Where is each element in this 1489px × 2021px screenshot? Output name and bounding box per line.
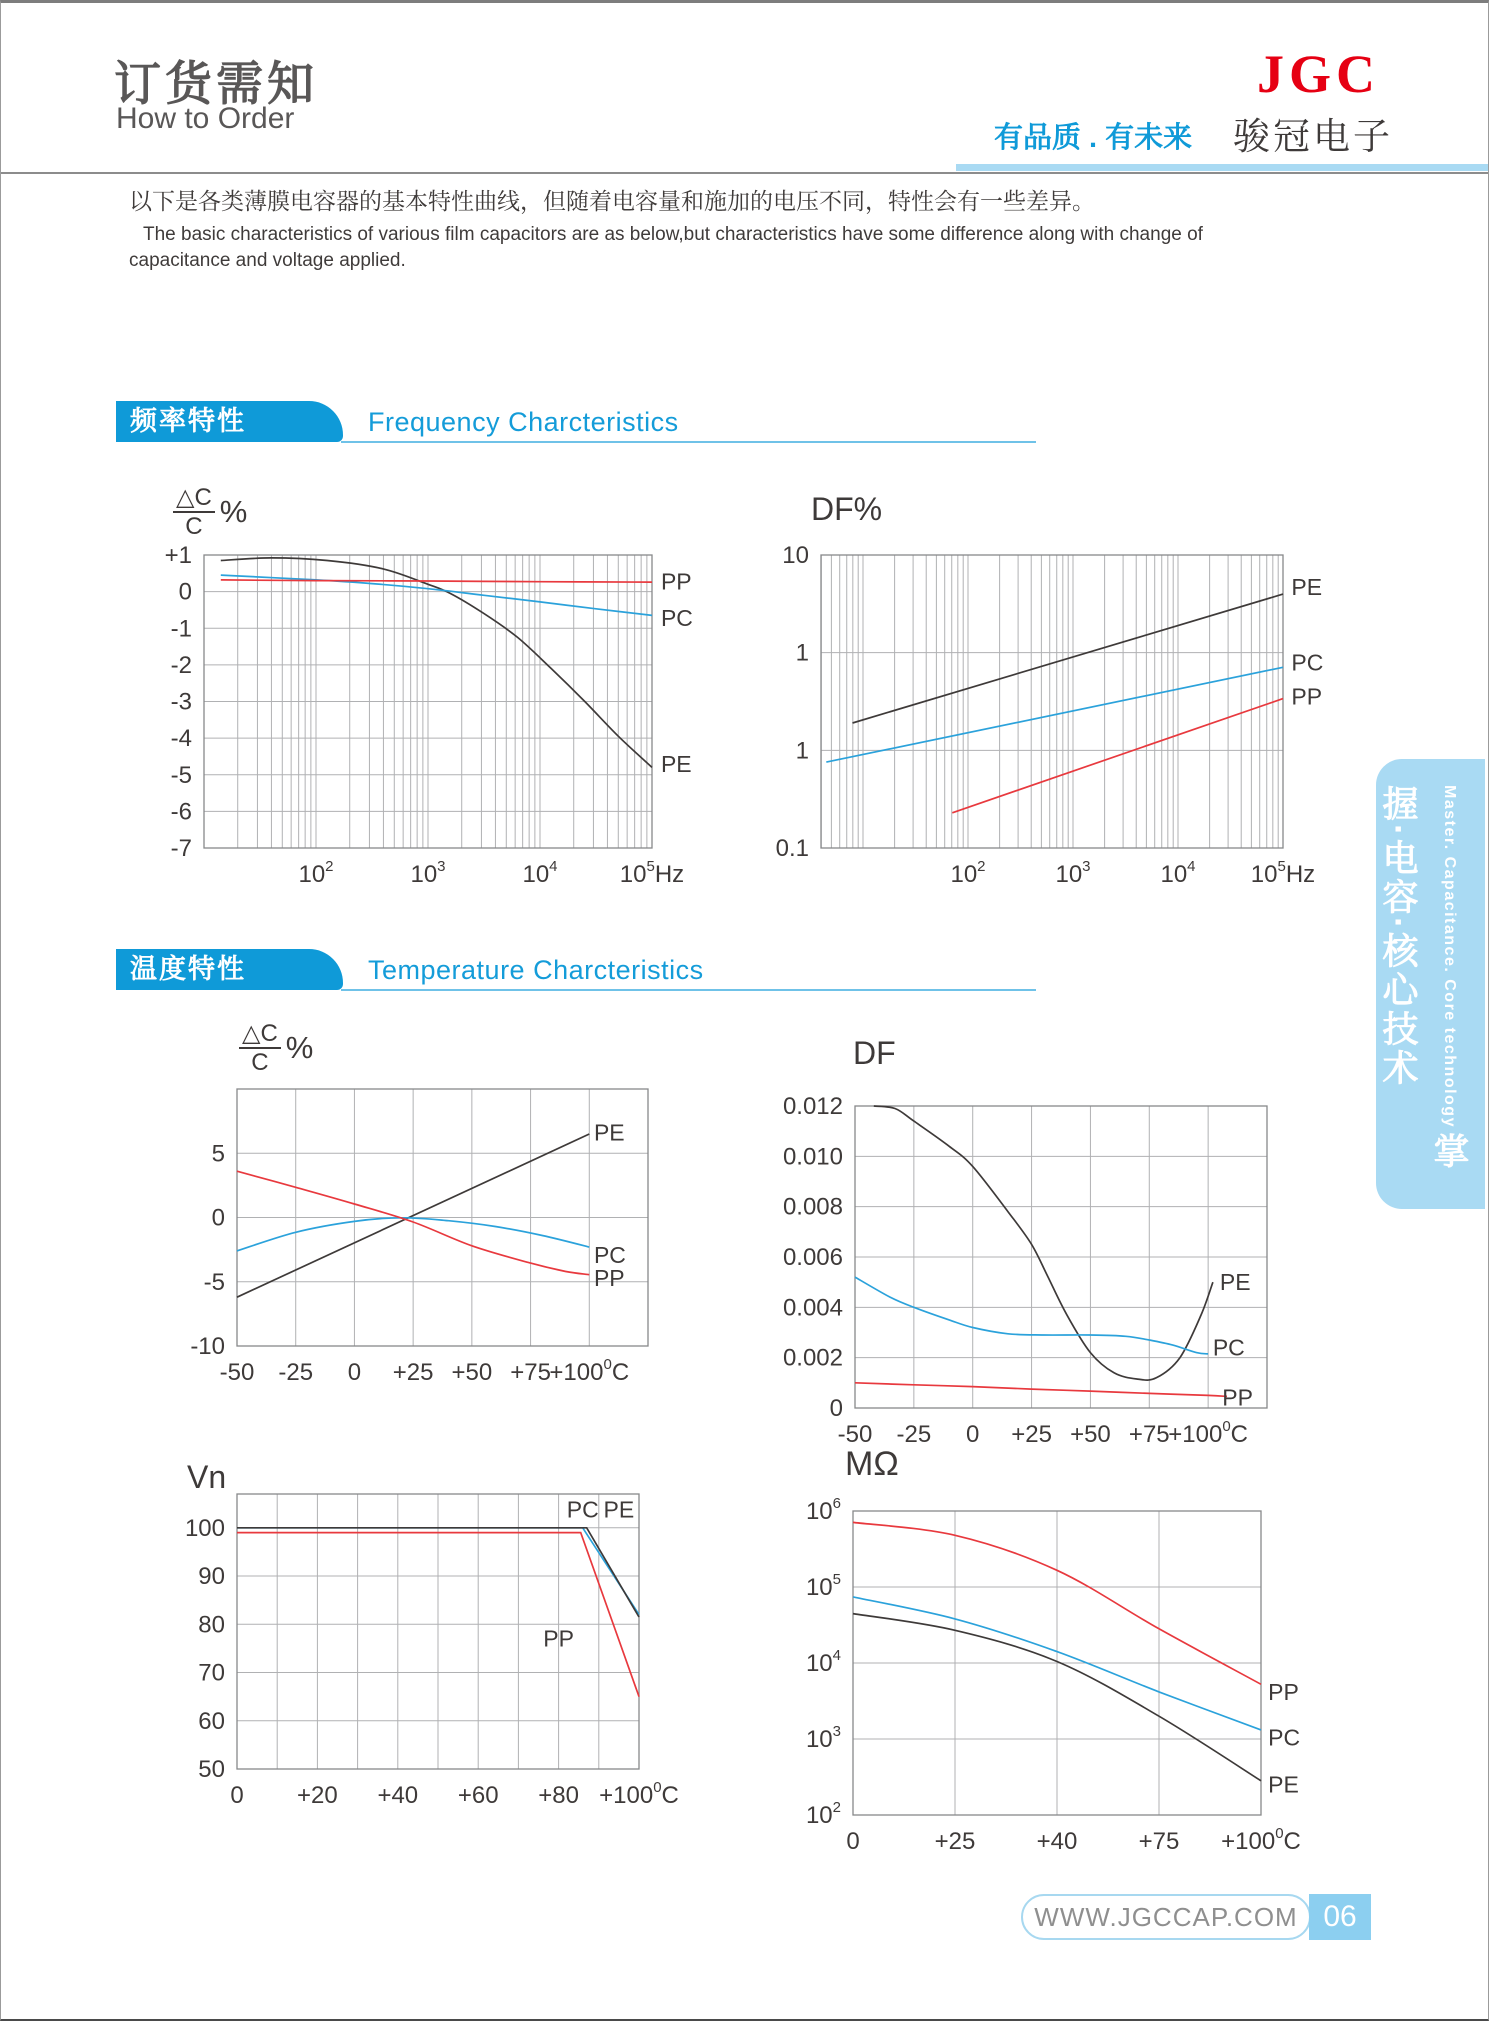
svg-text:-10: -10 <box>190 1333 225 1360</box>
svg-text:102: $10^2$ <box>298 858 334 888</box>
svg-text:70: 70 <box>198 1659 225 1687</box>
svg-text:+1000C: $+100^0C$ <box>1221 1825 1301 1855</box>
chart-temperature-df <box>771 993 1371 1473</box>
axis-labels <box>806 1495 1301 1855</box>
svg-text:0: 0 <box>846 1828 860 1855</box>
svg-text:0.012: 0.012 <box>782 1093 843 1120</box>
svg-text:+1000C: $+100^0C$ <box>599 1779 679 1809</box>
side-slogan-en: Master. Capacitance. Core technology <box>1441 785 1458 1128</box>
svg-text:0: 0 <box>230 1782 244 1809</box>
axis-labels <box>165 542 685 888</box>
series-label-PC: PC <box>1291 649 1324 676</box>
svg-text:+25: +25 <box>392 1359 434 1386</box>
series-label-PP: PP <box>543 1625 574 1652</box>
svg-text:0: 0 <box>347 1359 362 1386</box>
svg-text:-50: -50 <box>219 1359 255 1386</box>
svg-text:+60: +60 <box>457 1782 499 1809</box>
svg-text:5: 5 <box>211 1140 225 1168</box>
svg-text:105Hz: $10^5Hz$ <box>1250 858 1316 888</box>
svg-text:+40: +40 <box>377 1782 419 1809</box>
svg-text:50: 50 <box>198 1756 225 1783</box>
svg-text:90: 90 <box>198 1563 225 1591</box>
chart-canvas-temperature-dc <box>151 993 731 1423</box>
svg-text:-4: -4 <box>170 725 192 753</box>
series-PE <box>874 1106 1213 1380</box>
section-underline-frequency <box>341 441 1036 443</box>
series-label-PP: PP <box>1291 683 1323 710</box>
series-PP <box>855 1383 1227 1397</box>
svg-text:-7: -7 <box>170 835 192 862</box>
website-pill[interactable]: WWW.JGCCAP.COM <box>1021 1894 1311 1940</box>
series-PP <box>952 699 1283 813</box>
intro-text-en-line2: capacitance and voltage applied. <box>129 250 406 271</box>
series-label-PE: PE <box>603 1496 635 1523</box>
svg-text:-1: -1 <box>170 615 192 643</box>
section-banner-temperature: 温度特性 <box>116 949 343 990</box>
chart-title: MΩ <box>845 1445 899 1483</box>
series-label-PP: PP <box>1268 1678 1299 1705</box>
svg-text:1: 1 <box>795 639 809 667</box>
header-divider <box>1 172 1489 174</box>
chart-temperature-vn <box>151 1411 731 1851</box>
company-name: 骏冠电子 <box>1233 116 1393 157</box>
brand-slogan: 有品质 . 有未来 <box>994 122 1193 154</box>
svg-text:0: 0 <box>211 1204 225 1232</box>
header-blue-bar <box>956 164 1489 171</box>
svg-text:0: 0 <box>829 1395 843 1422</box>
svg-text:+20: +20 <box>297 1782 338 1809</box>
chart-title: DF <box>853 1035 896 1071</box>
svg-text:0.010: 0.010 <box>782 1143 843 1171</box>
svg-text:+80: +80 <box>538 1782 579 1809</box>
section-title-frequency: Frequency Charcteristics <box>368 407 679 437</box>
svg-text:0.004: 0.004 <box>782 1294 843 1322</box>
svg-text:+50: +50 <box>451 1359 493 1386</box>
svg-text:-3: -3 <box>170 688 192 716</box>
svg-text:1: 1 <box>795 737 809 765</box>
series-label-PC: PC <box>660 604 693 631</box>
section-underline-temperature <box>341 989 1036 991</box>
svg-text:104: $10^4$ <box>805 1647 841 1677</box>
chart-y-axis-title: $\frac{\triangle C}{C}$ % <box>173 485 247 539</box>
svg-text:+25: +25 <box>1011 1421 1052 1448</box>
svg-text:+75: +75 <box>1138 1828 1180 1855</box>
series-label-PE: PE <box>1219 1269 1251 1296</box>
svg-text:105Hz: $10^5Hz$ <box>619 858 685 888</box>
chart-canvas-temperature-vn <box>151 1411 731 1851</box>
svg-text:105: $10^5$ <box>805 1571 841 1601</box>
chart-temperature-capacitance-change <box>151 993 731 1423</box>
svg-text:-2: -2 <box>170 651 192 679</box>
svg-text:0.1: 0.1 <box>775 835 809 862</box>
svg-text:104: $10^4$ <box>1160 858 1196 888</box>
section-title-temperature: Temperature Charcteristics <box>368 955 704 985</box>
chart-y-axis-title: $\frac{\triangle C}{C}$ % <box>239 1021 313 1075</box>
svg-text:100: 100 <box>184 1514 225 1542</box>
page-title-en: How to Order <box>116 102 295 135</box>
intro-text-en-line1: The basic characteristics of various film capacitors are as below,but characteristics have some difference along with change of <box>143 224 1203 245</box>
svg-text:+40: +40 <box>1036 1828 1078 1855</box>
grid <box>237 1494 639 1769</box>
side-slogan-banner <box>1376 759 1485 1209</box>
svg-text:0.002: 0.002 <box>782 1344 843 1372</box>
svg-text:-5: -5 <box>170 761 192 789</box>
svg-text:103: $10^3$ <box>805 1723 841 1753</box>
svg-text:102: $10^2$ <box>805 1799 841 1829</box>
series-label-PC: PC <box>1268 1724 1301 1751</box>
grid <box>853 1511 1261 1815</box>
svg-text:0: 0 <box>178 578 192 606</box>
series-label-PE: PE <box>593 1119 625 1146</box>
svg-text:10: 10 <box>782 542 809 569</box>
chart-canvas-temperature-mohm <box>771 1411 1371 1911</box>
svg-text:+50: +50 <box>1070 1421 1111 1448</box>
series-label-PP: PP <box>660 568 692 595</box>
svg-text:-25: -25 <box>896 1421 932 1448</box>
svg-text:102: $10^2$ <box>950 858 986 888</box>
series-label-PE: PE <box>1291 574 1323 601</box>
series-PP <box>221 580 652 582</box>
side-slogan-zh: 掌握·电容·核心技术 <box>1378 785 1470 1172</box>
chart-title: Vn <box>187 1459 227 1495</box>
chart-canvas-frequency-df <box>761 465 1361 895</box>
chart-temperature-insulation-resistance <box>771 1411 1371 1911</box>
svg-text:104: $10^4$ <box>522 858 558 888</box>
svg-text:-5: -5 <box>203 1268 225 1296</box>
svg-text:+75: +75 <box>510 1359 551 1386</box>
chart-title: DF% <box>811 491 883 527</box>
svg-text:60: 60 <box>198 1707 225 1735</box>
page-title-zh: 订货需知 <box>114 57 318 110</box>
grid <box>821 555 1283 848</box>
svg-text:-25: -25 <box>278 1359 314 1386</box>
series-label-PC: PC <box>566 1496 599 1523</box>
series-label-PP: PP <box>593 1264 625 1291</box>
svg-text:-6: -6 <box>170 798 192 826</box>
series-label-PE: PE <box>1268 1771 1299 1798</box>
series-label-PP: PP <box>1222 1384 1253 1411</box>
intro-text-zh: 以下是各类薄膜电容器的基本特性曲线，但随着电容量和施加的电压不同，特性会有一些差异。 <box>129 188 1095 214</box>
svg-text:+1000C: $+100^0C$ <box>549 1356 630 1386</box>
chart-canvas-frequency-dc <box>141 465 741 895</box>
svg-text:103: $10^3$ <box>1055 858 1091 888</box>
chart-canvas-temperature-df <box>771 993 1371 1473</box>
chart-frequency-capacitance-change <box>141 465 741 895</box>
svg-text:0.008: 0.008 <box>782 1193 843 1221</box>
chart-frequency-df <box>761 465 1361 895</box>
svg-text:103: $10^3$ <box>410 858 446 888</box>
section-banner-frequency: 频率特性 <box>116 401 343 442</box>
svg-text:0: 0 <box>966 1421 980 1448</box>
series-label-PC: PC <box>1212 1334 1245 1361</box>
svg-text:+25: +25 <box>934 1828 976 1855</box>
jgc-logo: JGC <box>1257 44 1380 104</box>
svg-text:0.006: 0.006 <box>782 1244 843 1271</box>
grid <box>855 1106 1267 1411</box>
svg-text:80: 80 <box>198 1611 225 1639</box>
series-label-PC: PC <box>593 1241 626 1268</box>
footer <box>1021 1894 1371 1942</box>
svg-text:+1000C: $+100^0C$ <box>1168 1418 1249 1448</box>
svg-text:-50: -50 <box>837 1421 873 1448</box>
grid <box>237 1089 648 1346</box>
svg-text:+1: +1 <box>164 542 192 569</box>
series-label-PE: PE <box>660 750 692 777</box>
svg-text:106: $10^6$ <box>805 1495 841 1525</box>
svg-text:+75: +75 <box>1128 1421 1170 1448</box>
page-number-badge: 06 <box>1309 1894 1371 1940</box>
